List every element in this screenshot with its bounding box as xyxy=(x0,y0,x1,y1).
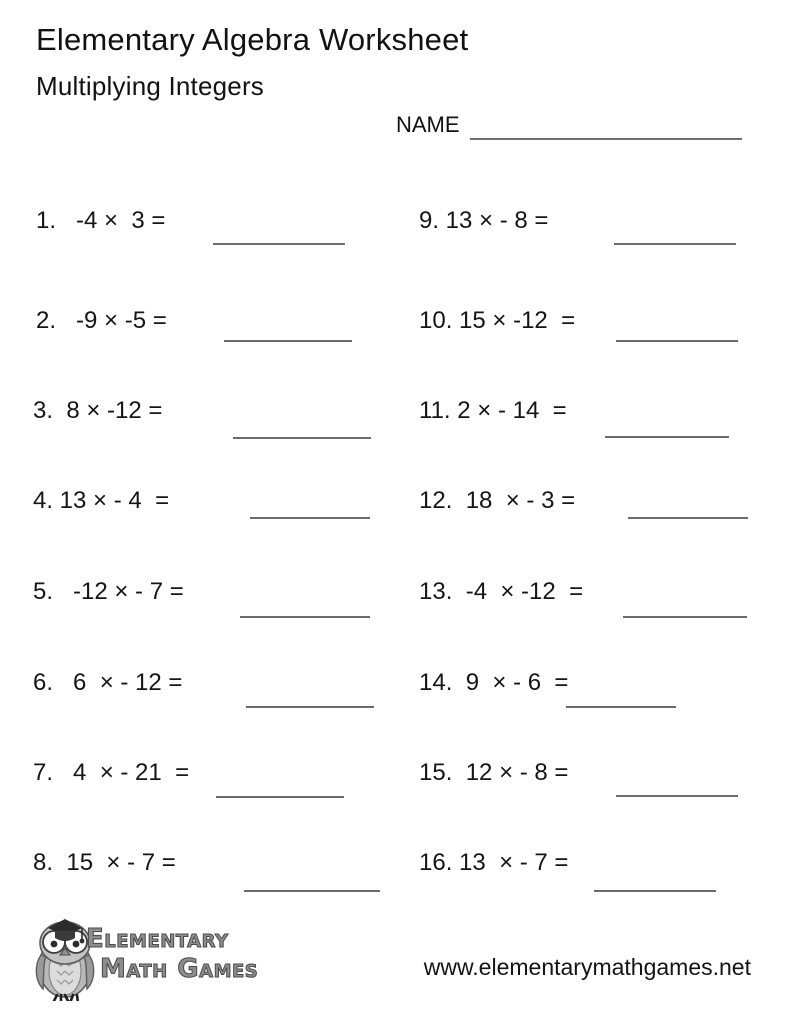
answer-blank[interactable] xyxy=(623,616,747,618)
worksheet-footer xyxy=(0,908,791,1024)
answer-blank[interactable] xyxy=(628,517,748,519)
answer-blank[interactable] xyxy=(216,796,344,798)
answer-blank[interactable] xyxy=(614,243,736,245)
problem-expression: 12. 18 × - 3 = xyxy=(419,487,576,514)
problem-expression: 2. -9 × -5 = xyxy=(36,307,167,334)
logo-line-2: Math Games xyxy=(100,954,259,984)
answer-blank[interactable] xyxy=(616,795,738,797)
problem-expression: 3. 8 × -12 = xyxy=(33,397,163,424)
answer-blank[interactable] xyxy=(605,436,729,438)
problem-expression: 5. -12 × - 7 = xyxy=(33,578,184,605)
site-url[interactable]: www.elementarymathgames.net xyxy=(423,954,751,980)
name-label: NAME xyxy=(396,112,460,137)
problem-expression: 7. 4 × - 21 = xyxy=(33,759,190,786)
problem-expression: 1. -4 × 3 = xyxy=(36,207,166,234)
problem-expression: 14. 9 × - 6 = xyxy=(419,669,569,696)
problem-expression: 8. 15 × - 7 = xyxy=(33,849,176,876)
answer-blank[interactable] xyxy=(246,706,374,708)
logo-wordmark xyxy=(86,924,291,984)
answer-blank[interactable] xyxy=(213,243,345,245)
problem-expression: 16. 13 × - 7 = xyxy=(419,849,569,876)
problem-expression: 6. 6 × - 12 = xyxy=(33,669,183,696)
problem-expression: 10. 15 × -12 = xyxy=(419,307,576,334)
answer-blank[interactable] xyxy=(594,890,716,892)
answer-blank[interactable] xyxy=(616,340,738,342)
page-title: Elementary Algebra Worksheet xyxy=(36,22,469,57)
problem-expression: 9. 13 × - 8 = xyxy=(419,207,549,234)
answer-blank[interactable] xyxy=(566,706,676,708)
problem-expression: 11. 2 × - 14 = xyxy=(419,397,567,424)
problem-expression: 15. 12 × - 8 = xyxy=(419,759,569,786)
answer-blank[interactable] xyxy=(244,890,380,892)
site-logo[interactable] xyxy=(30,915,290,1001)
answer-blank[interactable] xyxy=(224,340,352,342)
answer-blank[interactable] xyxy=(233,437,371,439)
answer-blank[interactable] xyxy=(250,517,370,519)
answer-blank[interactable] xyxy=(240,616,370,618)
problem-expression: 13. -4 × -12 = xyxy=(419,578,584,605)
problem-expression: 4. 13 × - 4 = xyxy=(33,487,170,514)
logo-line-1: Elementary xyxy=(86,924,229,954)
page-subtitle: Multiplying Integers xyxy=(36,71,264,101)
